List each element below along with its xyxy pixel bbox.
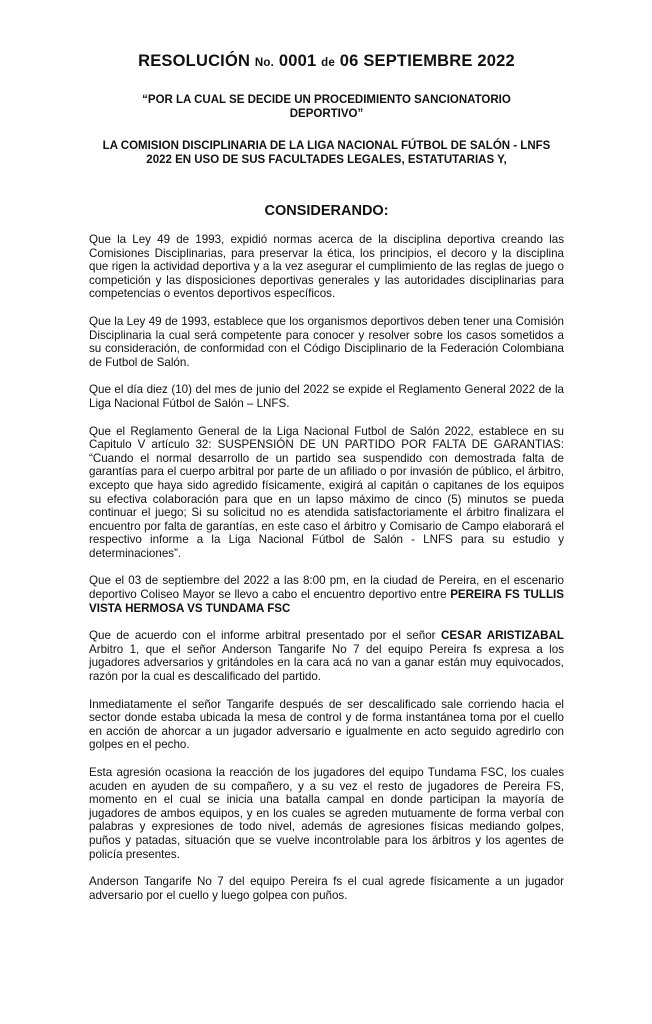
resolution-date: 06 SEPTIEMBRE 2022	[339, 52, 515, 70]
considerando-heading: CONSIDERANDO:	[264, 203, 389, 219]
authority-statement: LA COMISION DISCIPLINARIA DE LA LIGA NACIONAL FÚTBOL DE SALÓN - LNFS 2022 EN USO DE SUS FACULTADES LEGALES, ESTATUTARIAS Y,	[102, 140, 551, 166]
paragraph-reglamento-general: Que el día diez (10) del mes de junio del 2022 se expide el Reglamento General 2022 de la Liga Nacional Fútbol de Salón – LNFS.	[89, 383, 564, 410]
paragraph-match-info	[89, 574, 564, 615]
paragraph-aggression: Inmediatamente el señor Tangarife después de ser descalificado sale corriendo hacia el sector donde estaba ubicada la mesa de control y de forma instantánea toma por el cuello en acción de ahorcar a un jugador adversario e igualmente en acto seguido agredirlo con golpes en el pecho.	[89, 697, 564, 752]
title-no-label: No.	[254, 57, 275, 69]
paragraph-brawl: Esta agresión ocasiona la reacción de los jugadores del equipo Tundama FSC, los cuales acuden en ayuden de su compañero, y a su vez el resto de jugadores de Pereira FS, momento en el cual se inicia una batalla campal en donde participan la mayoría de jugadores de ambos equipos, y en los cuales se agreden mutuamente de forma verbal con palabras y expresiones de todo nivel, además de agresiones físicas mediando golpes, puños y patadas, situación que se vuelve incontrolable para los árbitros y los agentes de policía presentes.	[89, 766, 564, 861]
paragraph-referee-report	[89, 629, 564, 683]
title-de-label: de	[321, 57, 335, 69]
resolution-subtitle: “POR LA CUAL SE DECIDE UN PROCEDIMIENTO SANCIONATORIO DEPORTIVO”	[142, 94, 511, 120]
resolution-number: 0001	[278, 52, 317, 70]
match-info-text: Que el 03 de septiembre del 2022 a las 8:00 pm, en la ciudad de Pereira, en el escenario deportivo Coliseo Mayor se llevo a cabo el encuentro deportivo entre	[89, 574, 564, 602]
paragraph-ley-49-disciplina: Que la Ley 49 de 1993, expidió normas acerca de la disciplina deportiva creando las Comisiones Disciplinarias, para preservar la ética, los principios, el decoro y la disciplina que rigen la actividad deportiva y a la vez asegurar el cumplimiento de las reglas de juego o competición y las disposiciones deportivas generales y las autoridades disciplinarias para competencias o eventos deportivos específicos.	[89, 233, 564, 301]
paragraph-ley-49-comision: Que la Ley 49 de 1993, establece que los organismos deportivos deben tener una Comisión Disciplinaria la cual será competente para conocer y resolver sobre los casos sometidos a su consideración, de conformidad con el Código Disciplinario de la Federación Colombiana de Futbol de Salón.	[89, 314, 564, 369]
referee-report-body: Arbitro 1, que el señor Anderson Tangarife No 7 del equipo Pereira fs expresa a los jugadores adversarios y gritándoles en la cara acá no van a ganar están muy equivocados, razón por la cual es descalificado del partido.	[89, 642, 564, 684]
referee-report-intro: Que de acuerdo con el informe arbitral presentado por el señor	[89, 629, 442, 643]
title-word: RESOLUCIÓN	[138, 52, 251, 70]
resolution-title	[89, 52, 564, 71]
paragraph-articulo-32: Que el Reglamento General de la Liga Nacional Futbol de Salón 2022, establece en su Capitulo V artículo 32: SUSPENSIÓN DE UN PARTIDO POR FALTA DE GARANTIAS: “Cuando el normal desarrollo de un partido sea suspendido con demostrada falta de garantías para el cuerpo arbitral por parte de un afiliado o por invasión de público, el árbitro, excepto que haya sido agredido físicamente, exigirá al capitán o capitanes de los equipos su efectiva colaboración para que en un lapso máximo de cinco (5) minutos se pueda continuar el juego; Si su solicitud no es atendida satisfactoriamente el árbitro finalizara el encuentro por falta de garantías, en este caso el árbitro y Comisario de Campo elaborará el respectivo informe a la Liga Nacional Fútbol de Salón - LNFS para su estudio y determinaciones”.	[89, 424, 564, 560]
paragraph-player-sanction: Anderson Tangarife No 7 del equipo Pereira fs el cual agrede físicamente a un jugador adversario por el cuello y luego golpea con puños.	[89, 875, 564, 902]
match-teams: PEREIRA FS TULLIS VISTA HERMOSA VS TUNDAMA FSC	[89, 588, 565, 615]
referee-name: CESAR ARISTIZABAL	[441, 629, 564, 643]
